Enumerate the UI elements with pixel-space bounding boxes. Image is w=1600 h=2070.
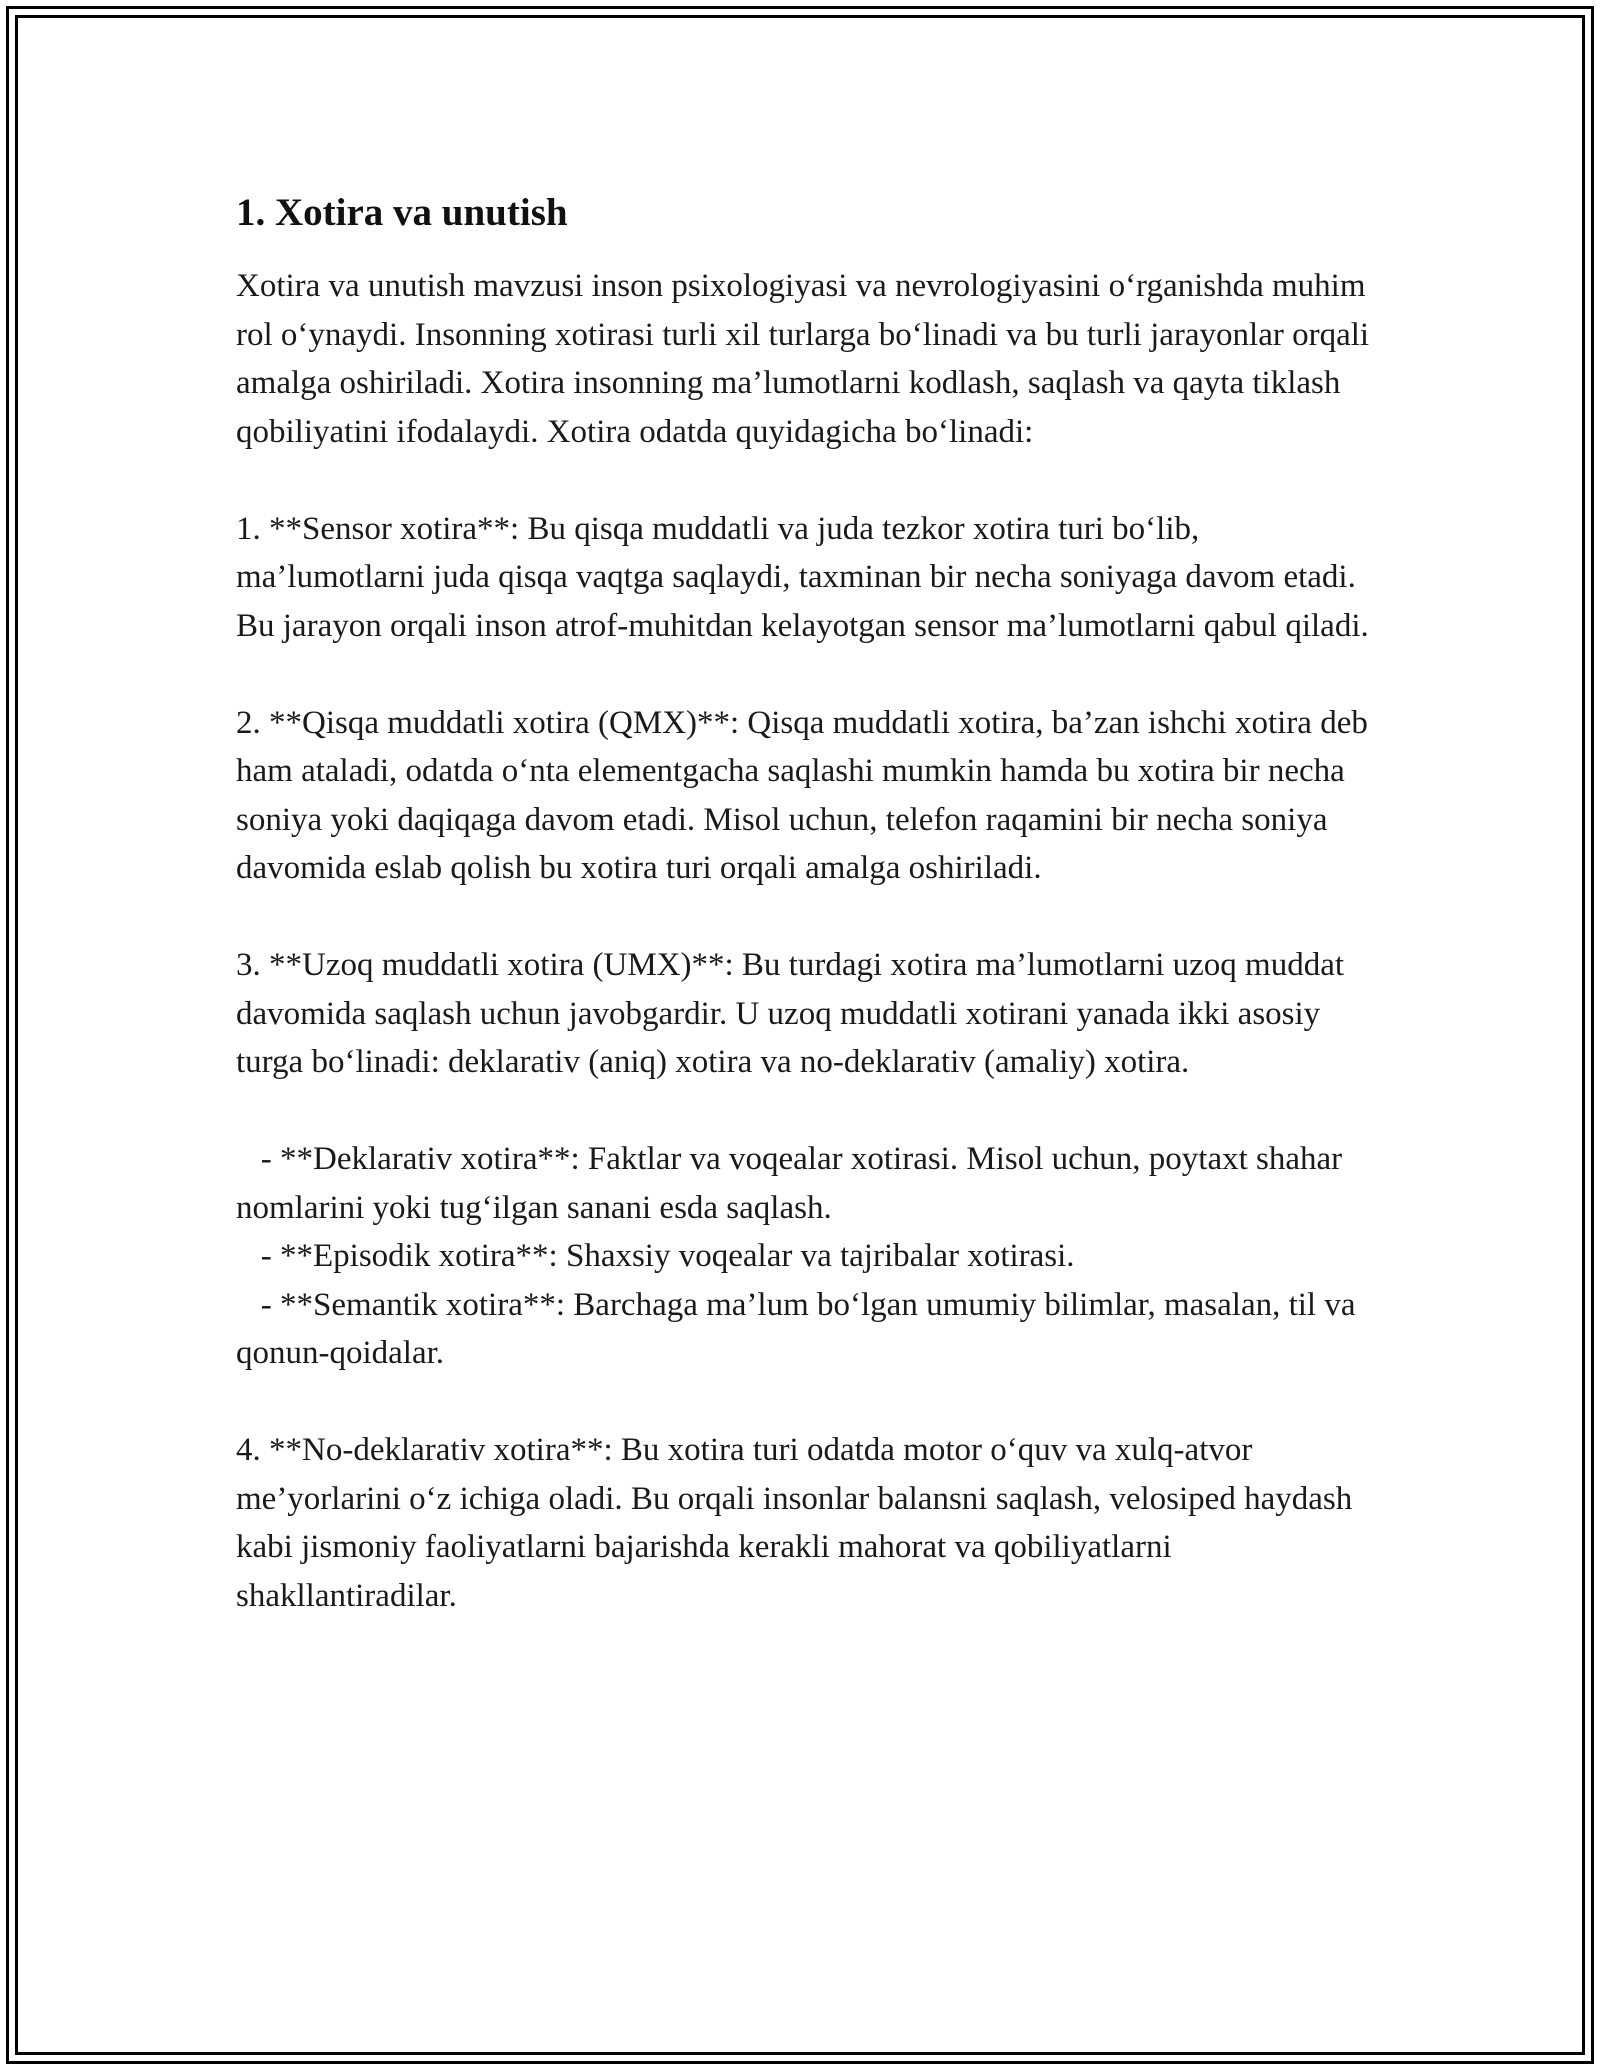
long-term-memory-paragraph: 3. **Uzoq muddatli xotira (UMX)**: Bu turdagi xotira ma’lumotlarni uzoq muddat davomida saqlash uchun javobgardir. U uzoq muddatli xotirani yanada ikki asosiy turga bo‘linadi: deklarativ (aniq) xotira va no-deklarativ (amaliy) xotira. [236, 947, 1345, 1080]
episodic-memory-text: - **Episodik xotira**: Shaxsiy voqealar va tajribalar xotirasi. [236, 1238, 1075, 1274]
semantic-memory-text: - **Semantik xotira**: Barchaga ma’lum bo‘lgan umumiy bilimlar, masalan, til va qonun-qoidalar. [236, 1286, 1364, 1371]
paragraph-spacer [236, 650, 1386, 699]
paragraph-spacer [236, 893, 1386, 942]
document-body [236, 186, 1386, 1620]
declarative-memory-text: - **Deklarativ xotira**: Faktlar va voqealar xotirasi. Misol uchun, poytaxt shahar nomlarini yoki tug‘ilgan sanani esda saqlash. [236, 1141, 1351, 1226]
paragraph-spacer [236, 456, 1386, 505]
sensor-memory-paragraph: 1. **Sensor xotira**: Bu qisqa muddatli va juda tezkor xotira turi bo‘lib, ma’lumotlarni juda qisqa vaqtga saqlaydi, taxminan bir necha soniyaga davom etadi. Bu jarayon orqali inson atrof-muhitdan kelayotgan sensor ma’lumotlarni qabul qiladi. [236, 510, 1369, 644]
declarative-memory-item [236, 1135, 1386, 1232]
paragraph-spacer [236, 1087, 1386, 1136]
short-term-memory-paragraph: 2. **Qisqa muddatli xotira (QMX)**: Qisqa muddatli xotira, ba’zan ishchi xotira deb ham ataladi, odatda o‘nta elementgacha saqlashi mumkin hamda bu xotira bir necha soniya yoki daqiqaga davom etadi. Misol uchun, telefon raqamini bir necha soniya davomida eslab qolish bu xotira turi orqali amalga oshiriladi. [236, 704, 1368, 886]
intro-paragraph: Xotira va unutish mavzusi inson psixologiyasi va nevrologiyasini o‘rganishda muhim rol o‘ynaydi. Insonning xotirasi turli xil turlarga bo‘linadi va bu turli jarayonlar orqali amalga oshiriladi. Xotira insonning ma’lumotlarni kodlash, saqlash va qayta tiklash qobiliyatini ifodalaydi. Xotira odatda quyidagicha bo‘linadi: [236, 268, 1370, 450]
paragraph-spacer [236, 1378, 1386, 1427]
episodic-memory-item [236, 1232, 1386, 1281]
non-declarative-memory-paragraph: 4. **No-deklarativ xotira**: Bu xotira turi odatda motor o‘quv va xulq-atvor me’yorlarini o‘z ichiga oladi. Bu orqali insonlar balansni saqlash, velosiped haydash kabi jismoniy faoliyatlarni bajarishda kerakli mahorat va qobiliyatlarni shakllantiradilar. [236, 1432, 1353, 1614]
semantic-memory-item [236, 1281, 1386, 1378]
section-heading: 1. Xotira va unutish [236, 191, 568, 234]
